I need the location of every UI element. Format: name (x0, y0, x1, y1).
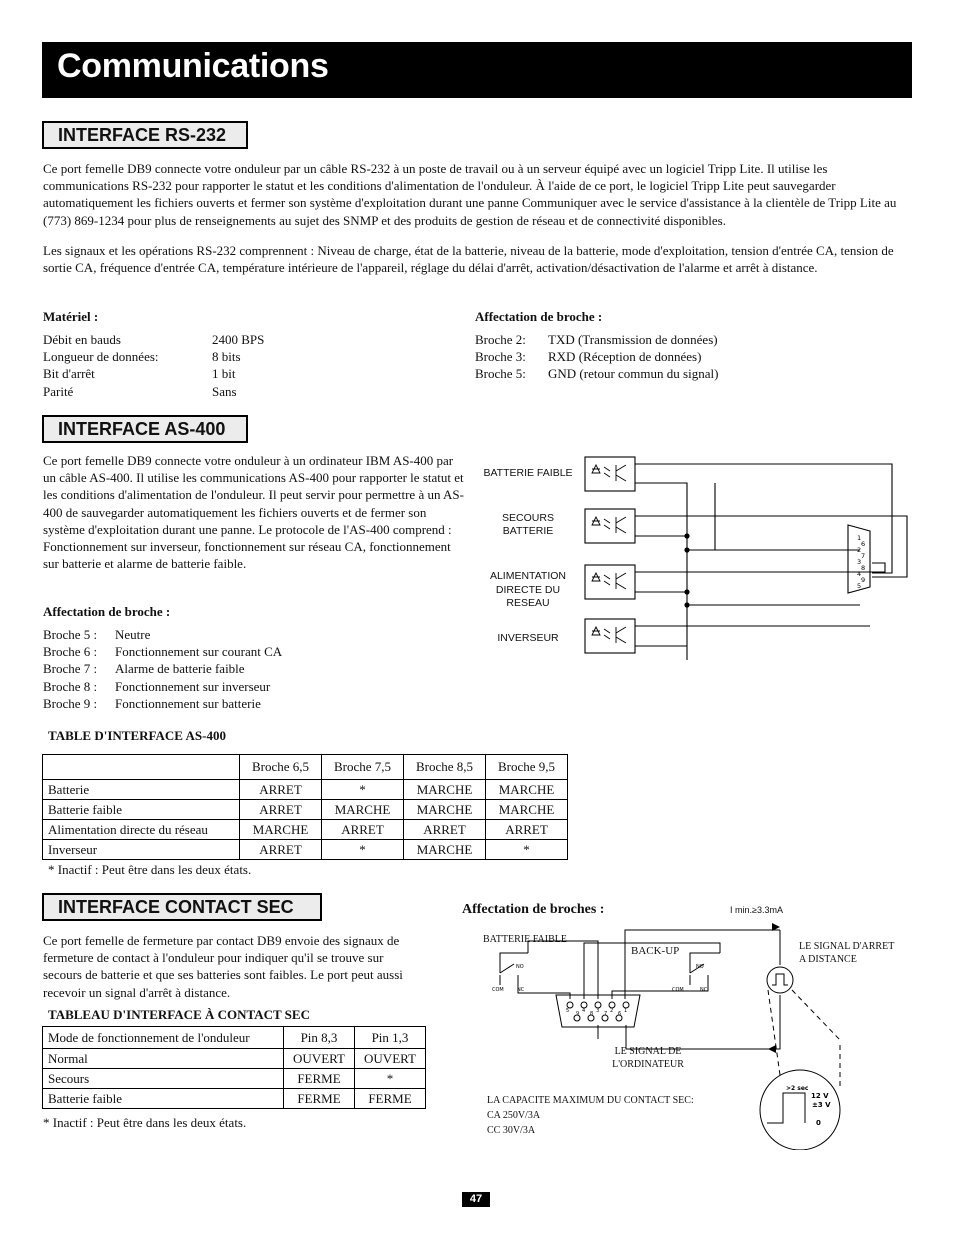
db9-pin: 6 (861, 540, 866, 548)
svg-text:1: 1 (624, 1008, 628, 1014)
page-title: Communications (57, 47, 329, 85)
no-label: NO (516, 964, 524, 970)
as400-table (42, 754, 568, 860)
no-label: NO (696, 964, 704, 970)
contact-heading: INTERFACE CONTACT SEC (42, 893, 322, 921)
table-row: Batterie ARRET * MARCHE MARCHE (43, 780, 568, 800)
as400-heading: INTERFACE AS-400 (42, 415, 248, 443)
svg-text:7: 7 (604, 1011, 608, 1017)
as400-pin-title: Affectation de broche : (43, 604, 171, 619)
contact-wiring-diagram (480, 915, 850, 1150)
as400-table-title: TABLE D'INTERFACE AS-400 (48, 728, 226, 743)
label-secours-batterie: SECOURS BATTERIE (502, 512, 554, 537)
hardware-row: Parité Sans (43, 383, 237, 399)
table-row: Inverseur ARRET * MARCHE * (43, 840, 568, 860)
svg-text:5: 5 (566, 1008, 570, 1014)
svg-text:4: 4 (582, 1008, 586, 1014)
current-label: I min.≥3.3mA (730, 905, 783, 915)
db9-pin: 5 (857, 582, 862, 590)
pulse-label: >2 sec (786, 1085, 809, 1092)
contact-paragraph: Ce port femelle de fermeture par contact DB9 envoie des signaux de fermeture de contact à l'onduleur pour indiquer qu'il se trouve sur secours de batterie et que ses batteries sont faibles. Le port peut aussi recevoir un signal d'arrêt à distance. (43, 933, 403, 1000)
db9-pin: 2 (857, 546, 862, 554)
table-header-row: Broche 6,5 Broche 7,5 Broche 8,5 Broche 9,5 (43, 755, 568, 780)
table-row: Normal OUVERT OUVERT (43, 1049, 426, 1069)
label-inverseur: INVERSEUR (497, 632, 559, 644)
rs232-pin-title: Affectation de broche : (475, 309, 603, 324)
label-alimentation-reseau: ALIMENTATION DIRECTE DU RESEAU (489, 570, 567, 609)
as400-pin-list (43, 626, 363, 712)
contact-table-title: TABLEAU D'INTERFACE À CONTACT SEC (48, 1007, 310, 1022)
remote-shutdown-label: LE SIGNAL D'ARRET A DISTANCE (799, 941, 895, 965)
contact-footnote: * Inactif : Peut être dans les deux états. (43, 1115, 247, 1130)
svg-text:3: 3 (596, 1008, 600, 1014)
db9-pin: 7 (861, 552, 866, 560)
battery-low-label: BATTERIE FAIBLE (483, 934, 567, 945)
v0-label: 0 (816, 1119, 821, 1127)
page-number: 47 (462, 1192, 490, 1207)
nc-label: NC (517, 987, 525, 993)
hardware-row: Débit en bauds 2400 BPS (43, 332, 265, 347)
pin-row: Broche 3: RXD (Réception de données) (475, 349, 702, 365)
pin-row: Broche 7 : Alarme de batterie faible (43, 661, 245, 677)
rs232-heading: INTERFACE RS-232 (42, 121, 248, 149)
table-row: Batterie faible FERME FERME (43, 1089, 426, 1109)
svg-text:9: 9 (576, 1011, 580, 1017)
com-label: COM (672, 987, 684, 993)
contact-table (42, 1026, 426, 1109)
pin-row: Broche 9 : Fonctionnement sur batterie (43, 695, 261, 711)
backup-label: BACK-UP (631, 945, 680, 957)
rs232-paragraph-1: Ce port femelle DB9 connecte votre onduleur par un câble RS-232 à un poste de travail ou à un serveur équipé avec un logiciel Tripp Lite. Il utilise les communications RS-232 pour rapporter le statut et les conditions d'alimentation de l'onduleur. À l'aide de ce port, le logiciel Tripp Lite peut sauvegarder automatiquement les fichiers ouverts et fermer son système d'exploitation durant une panne Communiquer avec le service d'assistance à la clientèle de Tripp Lite au (773) 869-1234 pour plus de renseignements au sujet des SNMP et des produits de gestion de réseau et de connectivité disponibles. (43, 161, 897, 228)
hardware-row: Longueur de données: 8 bits (43, 349, 241, 365)
table-header-row: Mode de fonctionnement de l'onduleur Pin 8,3 Pin 1,3 (43, 1027, 426, 1049)
db9-pin: 1 (857, 534, 862, 542)
svg-text:6: 6 (618, 1011, 622, 1017)
v3-label: ±3 V (812, 1101, 831, 1109)
as400-wiring-diagram (580, 445, 910, 670)
as400-paragraph: Ce port femelle DB9 connecte votre onduleur à un ordinateur IBM AS-400 par un câble AS-400. Il utilise les communications AS-400 pour rapporter le statut et les conditions d'alimentation de l'onduleur. Il peut servir pour permettre à un AS-400 de sauvegarder automatiquement les fichiers ouverts et de fermer son système d'exploitation durant une panne. Le protocole de l'AS-400 comprend : Fonctionnement sur inverseur, fonctionnement sur réseau CA, fonctionnement sur batterie et alarme de batterie faible. (43, 453, 464, 572)
title-banner (42, 42, 912, 98)
db9-pin: 8 (861, 564, 866, 572)
hardware-list (43, 331, 343, 400)
rs232-pin-list (475, 331, 795, 383)
hardware-row: Bit d'arrêt 1 bit (43, 366, 236, 382)
pin-row: Broche 6 : Fonctionnement sur courant CA (43, 644, 283, 660)
contact-pin-title: Affectation de broches : (462, 902, 605, 917)
pin-row: Broche 2: TXD (Transmission de données) (475, 332, 718, 347)
svg-text:2: 2 (610, 1008, 614, 1014)
label-batterie-faible: BATTERIE FAIBLE (483, 467, 573, 479)
db9-pin: 4 (857, 570, 862, 578)
pin-row: Broche 5: GND (retour commun du signal) (475, 366, 719, 382)
table-row: Alimentation directe du réseau MARCHE ARRET ARRET ARRET (43, 820, 568, 840)
computer-signal-label: LE SIGNAL DE L'ORDINATEUR (612, 1046, 684, 1070)
nc-label: NC (700, 987, 708, 993)
db9-pin: 9 (861, 576, 866, 584)
db9-pin: 3 (857, 558, 862, 566)
rs232-paragraph-2: Les signaux et les opérations RS-232 comprennent : Niveau de charge, état de la batterie, niveau de la batterie, mode d'exploitation, tension d'entrée CA, tension de sortie CA, fréquence d'entrée CA, température intérieure de l'appareil, réglage du délai d'arrêt, activation/désactivation de l'alarme et arrêt à distance. (43, 243, 894, 276)
table-row: Secours FERME * (43, 1069, 426, 1089)
pin-row: Broche 8 : Fonctionnement sur inverseur (43, 678, 271, 694)
com-label: COM (492, 987, 504, 993)
pin-row: Broche 5 : Neutre (43, 627, 151, 642)
table-row: Batterie faible ARRET MARCHE MARCHE MARCHE (43, 800, 568, 820)
max-capacity: LA CAPACITE MAXIMUM DU CONTACT SEC: CA 250V/3A CC 30V/3A (487, 1095, 694, 1136)
v12-label: 12 V (811, 1092, 829, 1100)
svg-text:8: 8 (590, 1011, 594, 1017)
as400-footnote: * Inactif : Peut être dans les deux états. (48, 862, 252, 877)
hardware-title: Matériel : (43, 309, 99, 324)
